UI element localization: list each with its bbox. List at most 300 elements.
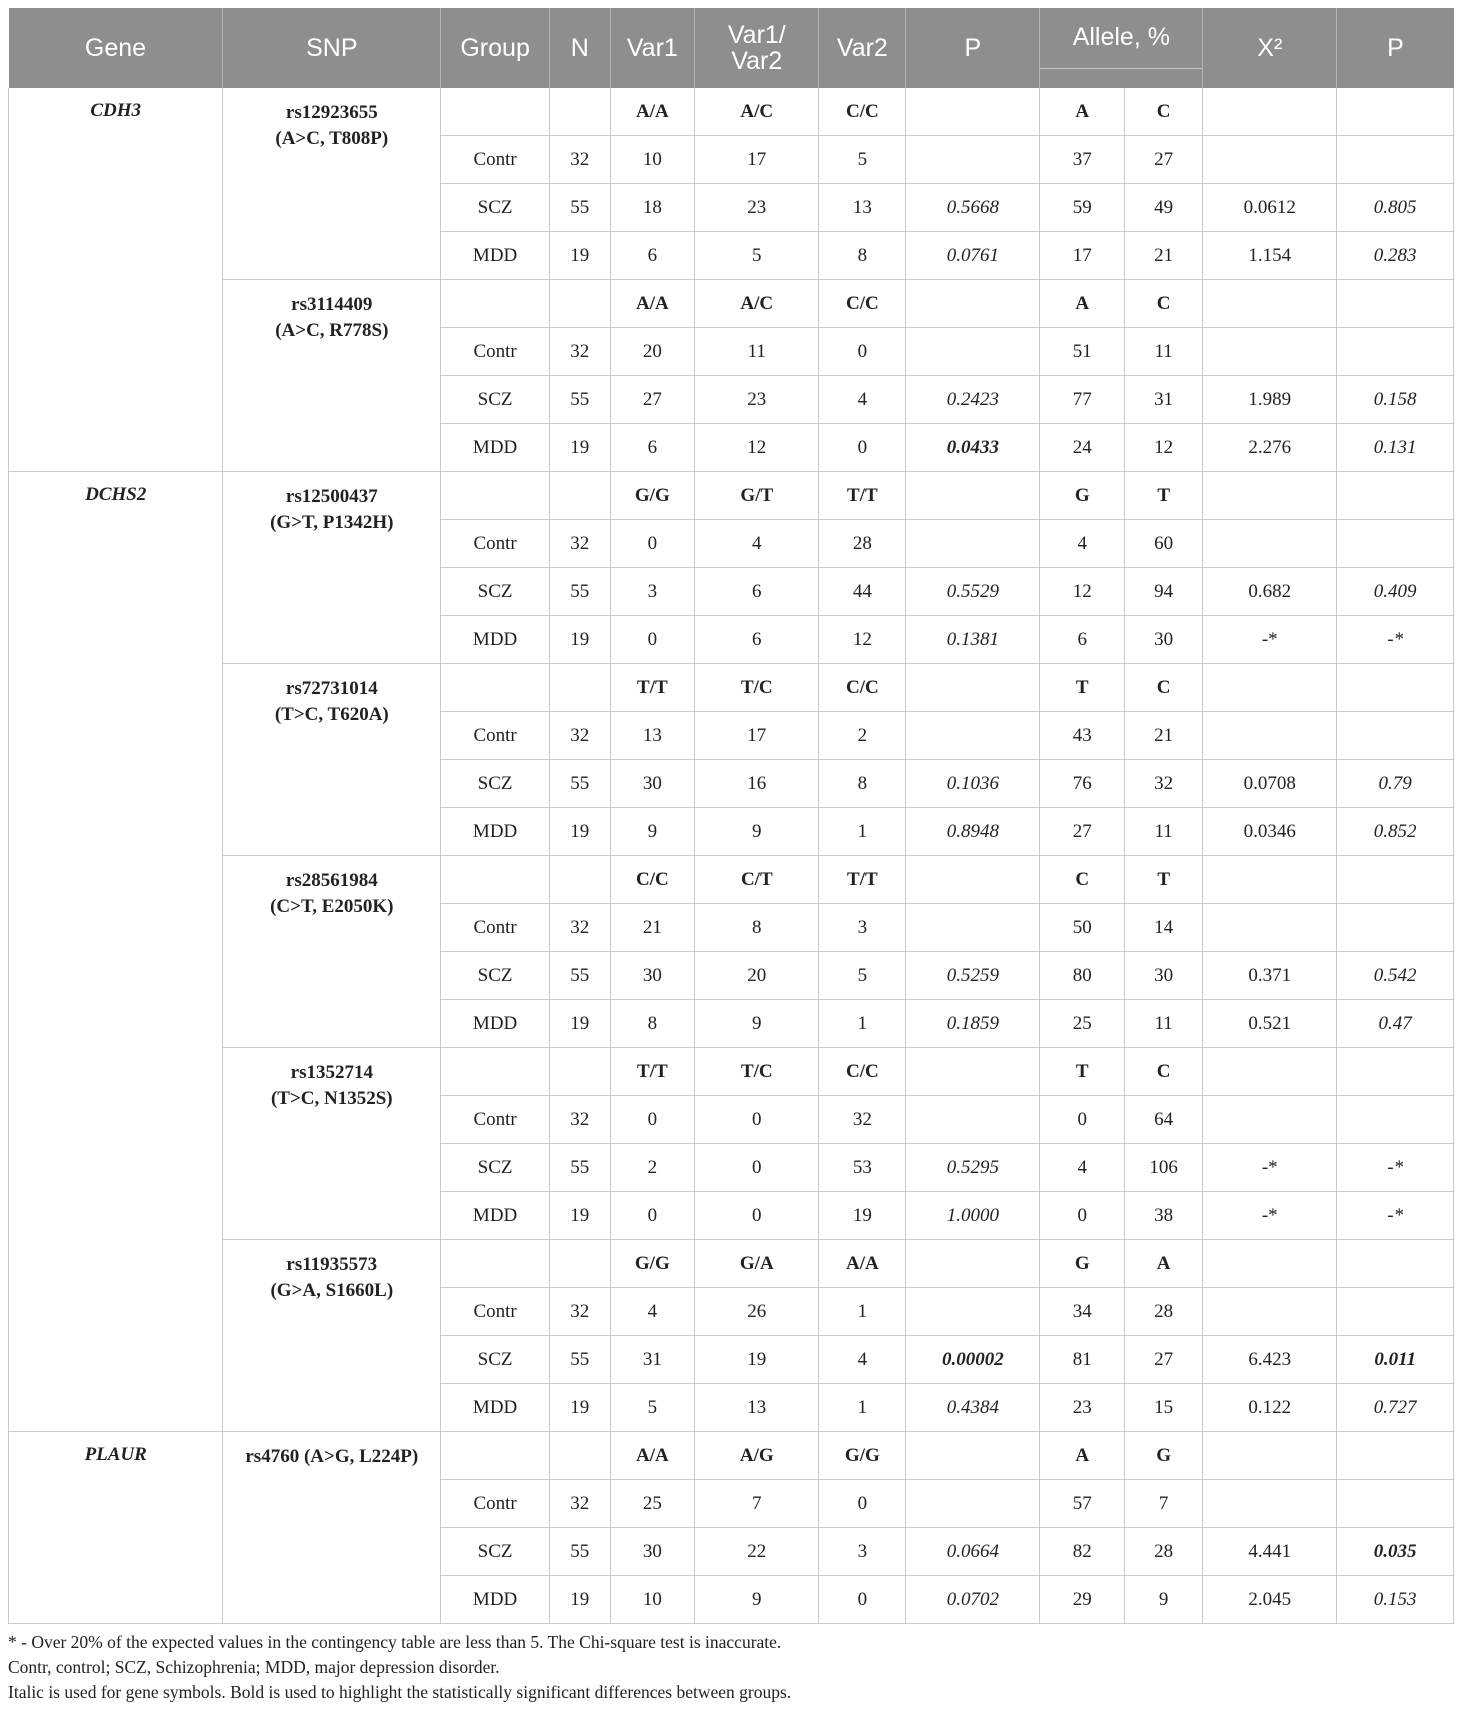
header-allele-divider (1040, 68, 1202, 69)
chi-square-value: -* (1203, 1144, 1337, 1192)
group-cell: SCZ (441, 568, 550, 616)
p-genotype-value: 0.1036 (906, 760, 1040, 808)
header-gene: Gene (9, 8, 223, 88)
var1var2-count: 5 (695, 232, 819, 280)
var1-count: 6 (610, 232, 695, 280)
var2-count: 32 (819, 1096, 906, 1144)
var2-count: 53 (819, 1144, 906, 1192)
var1-count: 2 (610, 1144, 695, 1192)
var1var2-count: 6 (695, 568, 819, 616)
allele-2-label: C (1125, 88, 1203, 136)
header-chi-square: X² (1203, 8, 1337, 88)
allele-2-value: 11 (1125, 328, 1203, 376)
allele-1-label: G (1040, 1240, 1125, 1288)
n-cell (550, 664, 610, 712)
snp-cell (223, 1432, 441, 1624)
footnote-formatting: Italic is used for gene symbols. Bold is used to highlight the statistically significant differences between groups. (8, 1682, 792, 1702)
allele-1-label: A (1040, 1432, 1125, 1480)
var1-count: 18 (610, 184, 695, 232)
allele-1-value: 25 (1040, 1000, 1125, 1048)
var1-count: 31 (610, 1336, 695, 1384)
var1-count: 30 (610, 1528, 695, 1576)
chi-square-cell (1203, 1240, 1337, 1288)
p-genotype-value (906, 1480, 1040, 1528)
n-cell: 32 (550, 1096, 610, 1144)
var1-count: 6 (610, 424, 695, 472)
chi-square-value: 0.0346 (1203, 808, 1337, 856)
snp-header-row (9, 88, 1454, 136)
footnote-abbreviations: Contr, control; SCZ, Schizophrenia; MDD, major depression disorder. (8, 1657, 500, 1677)
genotype-var1-label: G/G (610, 472, 695, 520)
allele-2-value: 14 (1125, 904, 1203, 952)
header-var1-var2 (695, 8, 819, 88)
n-cell: 19 (550, 1384, 610, 1432)
var1var2-count: 26 (695, 1288, 819, 1336)
var1-count: 10 (610, 136, 695, 184)
var2-count: 19 (819, 1192, 906, 1240)
p-genotype-value: 0.0702 (906, 1576, 1040, 1624)
allele-1-value: 51 (1040, 328, 1125, 376)
genotype-var1var2-label: T/C (695, 664, 819, 712)
p-allele-value: 0.852 (1337, 808, 1454, 856)
snp-cell (223, 664, 441, 856)
group-cell: Contr (441, 1480, 550, 1528)
genotype-var1var2-label: G/T (695, 472, 819, 520)
chi-square-cell (1203, 1048, 1337, 1096)
header-var1-var2-line1: Var1/ (727, 20, 786, 49)
chi-square-cell (1203, 1432, 1337, 1480)
p-allele-value (1337, 712, 1454, 760)
p-genotype-value: 0.4384 (906, 1384, 1040, 1432)
chi-square-value (1203, 712, 1337, 760)
snp-cell (223, 88, 441, 280)
allele-2-value: 30 (1125, 952, 1203, 1000)
group-cell: SCZ (441, 760, 550, 808)
footnote-asterisk: * - Over 20% of the expected values in the contingency table are less than 5. The Chi-square test is inaccurate. (8, 1632, 782, 1652)
var1var2-count: 20 (695, 952, 819, 1000)
chi-square-value (1203, 1096, 1337, 1144)
allele-2-value: 9 (1125, 1576, 1203, 1624)
group-cell: MDD (441, 232, 550, 280)
genotype-var1var2-label: C/T (695, 856, 819, 904)
header-p-genotype: P (906, 8, 1040, 88)
allele-2-value: 38 (1125, 1192, 1203, 1240)
p-genotype-value (906, 904, 1040, 952)
gene-symbol: PLAUR (9, 1432, 223, 1624)
allele-2-value: 21 (1125, 712, 1203, 760)
allele-2-value: 28 (1125, 1288, 1203, 1336)
p-allele-value: 0.158 (1337, 376, 1454, 424)
genotype-var1var2-label: A/C (695, 88, 819, 136)
snp-id: rs12923655 (285, 102, 378, 123)
p-allele-cell (1337, 664, 1454, 712)
p-allele-value (1337, 904, 1454, 952)
n-cell: 55 (550, 1144, 610, 1192)
allele-1-label: C (1040, 856, 1125, 904)
var1-count: 21 (610, 904, 695, 952)
genotype-var1var2-label: T/C (695, 1048, 819, 1096)
group-cell: Contr (441, 904, 550, 952)
group-cell: Contr (441, 520, 550, 568)
n-cell (550, 88, 610, 136)
genotype-var2-label: C/C (819, 88, 906, 136)
snp-header-row (9, 1048, 1454, 1096)
n-cell: 55 (550, 568, 610, 616)
chi-square-value: -* (1203, 1192, 1337, 1240)
p-genotype-value: 0.1859 (906, 1000, 1040, 1048)
allele-2-value: 106 (1125, 1144, 1203, 1192)
var1-count: 0 (610, 616, 695, 664)
p-genotype-value (906, 712, 1040, 760)
var1var2-count: 0 (695, 1096, 819, 1144)
n-cell: 32 (550, 904, 610, 952)
var2-count: 4 (819, 1336, 906, 1384)
group-cell: MDD (441, 808, 550, 856)
chi-square-cell (1203, 280, 1337, 328)
allele-1-value: 81 (1040, 1336, 1125, 1384)
allele-1-value: 24 (1040, 424, 1125, 472)
allele-2-value: 21 (1125, 232, 1203, 280)
snp-header-row (9, 472, 1454, 520)
p-genotype-value (906, 1096, 1040, 1144)
p-genotype-cell (906, 472, 1040, 520)
snp-id: rs1352714 (290, 1062, 373, 1083)
var1var2-count: 22 (695, 1528, 819, 1576)
n-cell: 19 (550, 616, 610, 664)
chi-square-value: 0.682 (1203, 568, 1337, 616)
n-cell: 55 (550, 1336, 610, 1384)
p-genotype-value: 0.00002 (906, 1336, 1040, 1384)
gene-symbol: CDH3 (9, 88, 223, 472)
allele-2-label: T (1125, 472, 1203, 520)
table-footnotes (8, 1630, 1454, 1705)
n-cell: 55 (550, 1528, 610, 1576)
group-cell: SCZ (441, 184, 550, 232)
group-cell (441, 1432, 550, 1480)
allele-2-value: 28 (1125, 1528, 1203, 1576)
chi-square-value: 1.989 (1203, 376, 1337, 424)
allele-2-value: 32 (1125, 760, 1203, 808)
genotype-var2-label: G/G (819, 1432, 906, 1480)
p-allele-value: -* (1337, 1192, 1454, 1240)
chi-square-value: 2.276 (1203, 424, 1337, 472)
group-cell (441, 280, 550, 328)
p-genotype-value: 0.0664 (906, 1528, 1040, 1576)
var1-count: 30 (610, 760, 695, 808)
p-allele-value (1337, 136, 1454, 184)
snp-id: rs12500437 (285, 486, 378, 507)
var1-count: 0 (610, 520, 695, 568)
p-genotype-value: 0.2423 (906, 376, 1040, 424)
snp-header-row (9, 856, 1454, 904)
allele-2-value: 31 (1125, 376, 1203, 424)
group-cell: MDD (441, 1192, 550, 1240)
chi-square-value: 2.045 (1203, 1576, 1337, 1624)
allele-2-value: 27 (1125, 136, 1203, 184)
p-allele-value: 0.131 (1337, 424, 1454, 472)
allele-1-value: 0 (1040, 1192, 1125, 1240)
group-cell: SCZ (441, 952, 550, 1000)
p-allele-value (1337, 1096, 1454, 1144)
var2-count: 1 (819, 1384, 906, 1432)
chi-square-value: -* (1203, 616, 1337, 664)
allele-2-value: 27 (1125, 1336, 1203, 1384)
group-cell: Contr (441, 328, 550, 376)
allele-1-value: 82 (1040, 1528, 1125, 1576)
table-container (8, 8, 1454, 1705)
snp-id: rs4760 (A>G, L224P) (245, 1446, 419, 1467)
allele-2-label: T (1125, 856, 1203, 904)
p-genotype-cell (906, 1432, 1040, 1480)
snp-id: rs11935573 (286, 1254, 378, 1275)
allele-1-value: 76 (1040, 760, 1125, 808)
p-genotype-cell (906, 1240, 1040, 1288)
var1var2-count: 8 (695, 904, 819, 952)
var1-count: 25 (610, 1480, 695, 1528)
header-allele (1040, 8, 1203, 88)
n-cell (550, 280, 610, 328)
p-allele-value (1337, 520, 1454, 568)
header-snp: SNP (223, 8, 441, 88)
snp-variant: (A>C, R778S) (275, 319, 389, 341)
chi-square-value: 1.154 (1203, 232, 1337, 280)
group-cell: MDD (441, 424, 550, 472)
p-allele-value (1337, 1480, 1454, 1528)
n-cell: 19 (550, 1000, 610, 1048)
var1var2-count: 7 (695, 1480, 819, 1528)
header-n: N (550, 8, 610, 88)
var1var2-count: 9 (695, 808, 819, 856)
var1-count: 10 (610, 1576, 695, 1624)
genotype-var2-label: C/C (819, 280, 906, 328)
group-cell: SCZ (441, 1528, 550, 1576)
p-allele-value: 0.409 (1337, 568, 1454, 616)
header-allele-label: Allele, % (1072, 23, 1170, 51)
var2-count: 2 (819, 712, 906, 760)
snp-cell (223, 856, 441, 1048)
allele-1-value: 23 (1040, 1384, 1125, 1432)
allele-2-value: 60 (1125, 520, 1203, 568)
p-allele-value: 0.805 (1337, 184, 1454, 232)
allele-1-label: A (1040, 280, 1125, 328)
p-genotype-value: 1.0000 (906, 1192, 1040, 1240)
allele-2-value: 11 (1125, 808, 1203, 856)
p-genotype-value: 0.0433 (906, 424, 1040, 472)
allele-2-label: C (1125, 280, 1203, 328)
n-cell: 55 (550, 376, 610, 424)
p-genotype-value: 0.5259 (906, 952, 1040, 1000)
allele-1-value: 77 (1040, 376, 1125, 424)
var2-count: 1 (819, 1000, 906, 1048)
chi-square-cell (1203, 856, 1337, 904)
allele-1-value: 27 (1040, 808, 1125, 856)
header-var1: Var1 (610, 8, 695, 88)
n-cell (550, 472, 610, 520)
snp-header-row (9, 664, 1454, 712)
snp-variant: (G>A, S1660L) (270, 1279, 394, 1301)
snp-variant: (G>T, P1342H) (270, 511, 394, 533)
genotype-var1-label: A/A (610, 88, 695, 136)
chi-square-value (1203, 904, 1337, 952)
allele-2-value: 49 (1125, 184, 1203, 232)
chi-square-value (1203, 328, 1337, 376)
var2-count: 13 (819, 184, 906, 232)
var1var2-count: 6 (695, 616, 819, 664)
var2-count: 28 (819, 520, 906, 568)
allele-2-value: 64 (1125, 1096, 1203, 1144)
var1-count: 3 (610, 568, 695, 616)
allele-1-label: T (1040, 664, 1125, 712)
n-cell (550, 1048, 610, 1096)
chi-square-cell (1203, 472, 1337, 520)
genotype-var2-label: C/C (819, 1048, 906, 1096)
p-allele-value: 0.727 (1337, 1384, 1454, 1432)
p-allele-value (1337, 328, 1454, 376)
p-genotype-value: 0.5529 (906, 568, 1040, 616)
p-allele-value: -* (1337, 616, 1454, 664)
var1var2-count: 16 (695, 760, 819, 808)
allele-2-value: 15 (1125, 1384, 1203, 1432)
p-genotype-cell (906, 664, 1040, 712)
var1var2-count: 17 (695, 136, 819, 184)
p-allele-cell (1337, 280, 1454, 328)
chi-square-value: 0.521 (1203, 1000, 1337, 1048)
p-genotype-value (906, 328, 1040, 376)
chi-square-value (1203, 1480, 1337, 1528)
group-cell: Contr (441, 136, 550, 184)
p-allele-cell (1337, 856, 1454, 904)
var1-count: 13 (610, 712, 695, 760)
group-cell (441, 1048, 550, 1096)
var1-count: 4 (610, 1288, 695, 1336)
n-cell: 32 (550, 712, 610, 760)
p-allele-cell (1337, 1240, 1454, 1288)
p-genotype-value (906, 1288, 1040, 1336)
n-cell (550, 1240, 610, 1288)
var1-count: 27 (610, 376, 695, 424)
var1var2-count: 17 (695, 712, 819, 760)
p-genotype-value: 0.1381 (906, 616, 1040, 664)
var2-count: 12 (819, 616, 906, 664)
allele-1-value: 4 (1040, 1144, 1125, 1192)
n-cell: 32 (550, 520, 610, 568)
n-cell: 19 (550, 808, 610, 856)
group-cell (441, 472, 550, 520)
var2-count: 0 (819, 1480, 906, 1528)
group-cell: Contr (441, 1288, 550, 1336)
snp-variant: (T>C, T620A) (274, 703, 389, 725)
allele-1-value: 59 (1040, 184, 1125, 232)
var1var2-count: 9 (695, 1576, 819, 1624)
p-allele-value: 0.542 (1337, 952, 1454, 1000)
allele-1-value: 37 (1040, 136, 1125, 184)
allele-1-value: 4 (1040, 520, 1125, 568)
chi-square-value: 0.371 (1203, 952, 1337, 1000)
snp-header-row (9, 280, 1454, 328)
p-genotype-cell (906, 856, 1040, 904)
allele-1-label: G (1040, 472, 1125, 520)
snp-id: rs28561984 (285, 870, 378, 891)
header-p-allele: P (1337, 8, 1454, 88)
allele-2-value: 30 (1125, 616, 1203, 664)
chi-square-value: 6.423 (1203, 1336, 1337, 1384)
allele-2-label: C (1125, 664, 1203, 712)
snp-cell (223, 472, 441, 664)
p-allele-value: -* (1337, 1144, 1454, 1192)
p-genotype-value: 0.8948 (906, 808, 1040, 856)
allele-1-value: 34 (1040, 1288, 1125, 1336)
allele-1-value: 43 (1040, 712, 1125, 760)
var1var2-count: 4 (695, 520, 819, 568)
p-allele-value: 0.011 (1337, 1336, 1454, 1384)
n-cell: 19 (550, 232, 610, 280)
n-cell: 32 (550, 136, 610, 184)
genotype-var2-label: A/A (819, 1240, 906, 1288)
chi-square-value: 0.122 (1203, 1384, 1337, 1432)
var1var2-count: 23 (695, 376, 819, 424)
var1-count: 8 (610, 1000, 695, 1048)
p-allele-value: 0.79 (1337, 760, 1454, 808)
genotype-var1-label: A/A (610, 1432, 695, 1480)
var2-count: 8 (819, 232, 906, 280)
header-var1-var2-line2: Var2 (731, 47, 783, 75)
chi-square-value: 0.0612 (1203, 184, 1337, 232)
n-cell: 55 (550, 760, 610, 808)
var1var2-count: 13 (695, 1384, 819, 1432)
allele-1-label: T (1040, 1048, 1125, 1096)
group-cell: Contr (441, 1096, 550, 1144)
genotype-var1-label: G/G (610, 1240, 695, 1288)
var2-count: 1 (819, 808, 906, 856)
chi-square-value (1203, 1288, 1337, 1336)
var2-count: 4 (819, 376, 906, 424)
genotype-var2-label: T/T (819, 472, 906, 520)
chi-square-cell (1203, 664, 1337, 712)
var1-count: 5 (610, 1384, 695, 1432)
p-genotype-cell (906, 88, 1040, 136)
chi-square-value (1203, 136, 1337, 184)
var2-count: 5 (819, 136, 906, 184)
p-allele-value: 0.283 (1337, 232, 1454, 280)
n-cell: 19 (550, 1576, 610, 1624)
snp-variant: (A>C, T808P) (275, 127, 389, 149)
var1var2-count: 0 (695, 1192, 819, 1240)
var2-count: 5 (819, 952, 906, 1000)
p-genotype-value: 0.5295 (906, 1144, 1040, 1192)
n-cell: 32 (550, 1288, 610, 1336)
snp-cell (223, 1048, 441, 1240)
p-genotype-value: 0.5668 (906, 184, 1040, 232)
group-cell (441, 88, 550, 136)
var1-count: 0 (610, 1096, 695, 1144)
genotype-var1var2-label: A/G (695, 1432, 819, 1480)
chi-square-value: 4.441 (1203, 1528, 1337, 1576)
snp-cell (223, 1240, 441, 1432)
var2-count: 0 (819, 328, 906, 376)
genotype-var1-label: T/T (610, 664, 695, 712)
n-cell: 32 (550, 328, 610, 376)
p-allele-value: 0.47 (1337, 1000, 1454, 1048)
var2-count: 3 (819, 1528, 906, 1576)
group-cell: SCZ (441, 376, 550, 424)
snp-variant: (T>C, N1352S) (270, 1087, 393, 1109)
genotype-var1var2-label: G/A (695, 1240, 819, 1288)
chi-square-cell (1203, 88, 1337, 136)
p-genotype-cell (906, 1048, 1040, 1096)
n-cell: 19 (550, 1192, 610, 1240)
p-allele-cell (1337, 1432, 1454, 1480)
p-allele-value (1337, 1288, 1454, 1336)
